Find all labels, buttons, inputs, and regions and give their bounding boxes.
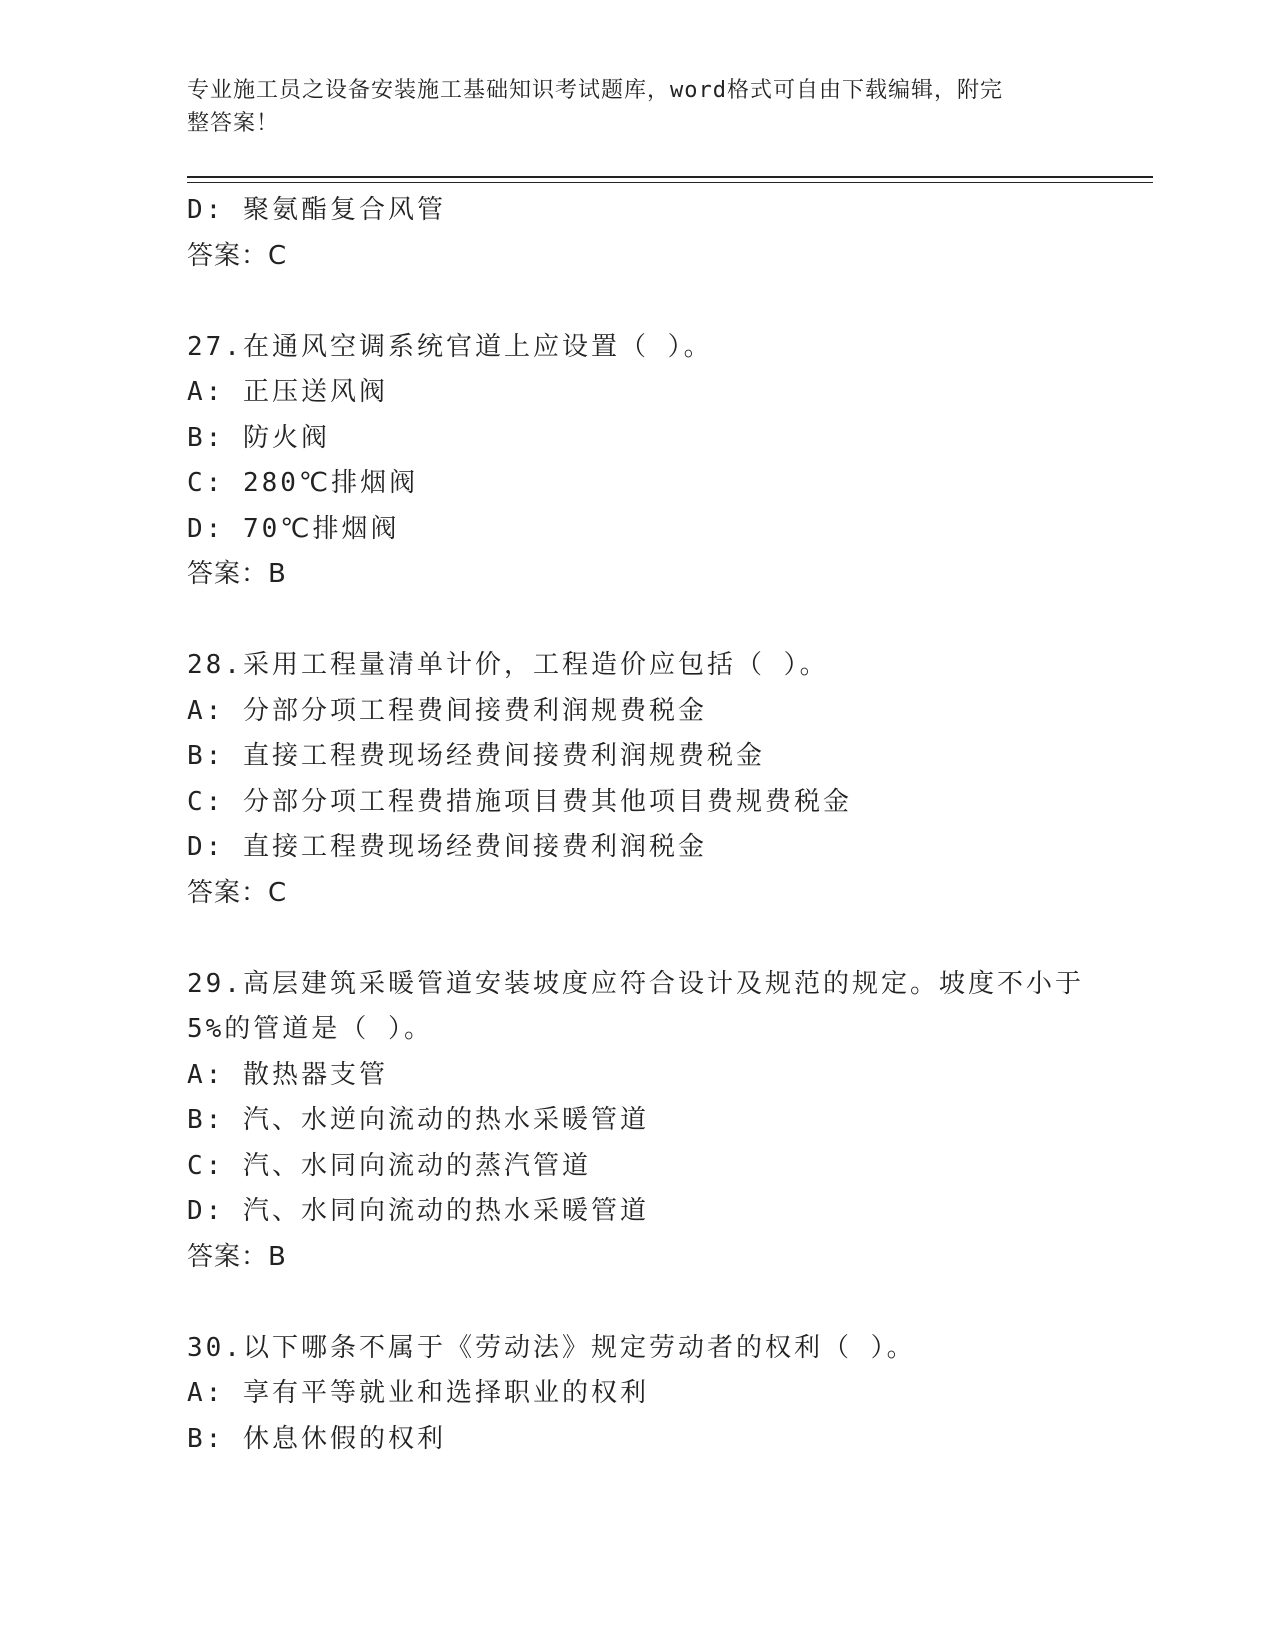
question-stem: 30.以下哪条不属于《劳动法》规定劳动者的权利（ ）。 — [187, 1332, 916, 1363]
header-divider-thick — [187, 176, 1153, 178]
option-b: B: 休息休假的权利 — [187, 1423, 446, 1454]
question-26 — [187, 188, 1087, 279]
option-c: C: 280℃排烟阀 — [187, 468, 419, 498]
question-spacer — [187, 916, 1087, 962]
question-list — [187, 188, 1087, 1462]
question-spacer — [187, 598, 1087, 644]
document-header — [187, 74, 1067, 140]
answer: 答案：B — [187, 559, 287, 589]
header-line-1: 专业施工员之设备安装施工基础知识考试题库，word格式可自由下载编辑，附完 — [187, 78, 1003, 103]
option-a: A: 散热器支管 — [187, 1059, 388, 1090]
question-stem: 27.在通风空调系统官道上应设置（ ）。 — [187, 331, 713, 362]
option-d: D: 聚氨酯复合风管 — [187, 195, 446, 225]
answer: 答案：C — [187, 877, 288, 908]
header-divider-thin — [187, 182, 1153, 183]
option-b: B: 直接工程费现场经费间接费利润规费税金 — [187, 741, 765, 771]
question-29 — [187, 962, 1087, 1281]
option-b: B: 汽、水逆向流动的热水采暖管道 — [187, 1105, 649, 1135]
question-stem: 28.采用工程量清单计价，工程造价应包括（ ）。 — [187, 650, 829, 680]
question-27 — [187, 325, 1087, 598]
question-spacer — [187, 1280, 1087, 1326]
header-line-2: 整答案！ — [187, 111, 280, 136]
question-spacer — [187, 279, 1087, 325]
option-c: C: 分部分项工程费措施项目费其他项目费规费税金 — [187, 786, 852, 817]
option-b: B: 防火阀 — [187, 422, 330, 453]
question-stem-line-2: 5%的管道是（ ）。 — [187, 1014, 433, 1044]
question-stem-line-1: 29.高层建筑采暖管道安装坡度应符合设计及规范的规定。坡度不小于 — [187, 968, 1084, 999]
answer: 答案：B — [187, 1241, 287, 1272]
question-30 — [187, 1326, 1087, 1463]
option-d: D: 汽、水同向流动的热水采暖管道 — [187, 1196, 649, 1226]
question-28 — [187, 643, 1087, 916]
option-d: D: 直接工程费现场经费间接费利润税金 — [187, 832, 707, 862]
option-a: A: 正压送风阀 — [187, 377, 388, 407]
option-c: C: 汽、水同向流动的蒸汽管道 — [187, 1150, 591, 1181]
option-a: A: 享有平等就业和选择职业的权利 — [187, 1378, 649, 1408]
option-d: D: 70℃排烟阀 — [187, 513, 400, 544]
answer: 答案：C — [187, 240, 288, 271]
option-a: A: 分部分项工程费间接费利润规费税金 — [187, 695, 707, 726]
